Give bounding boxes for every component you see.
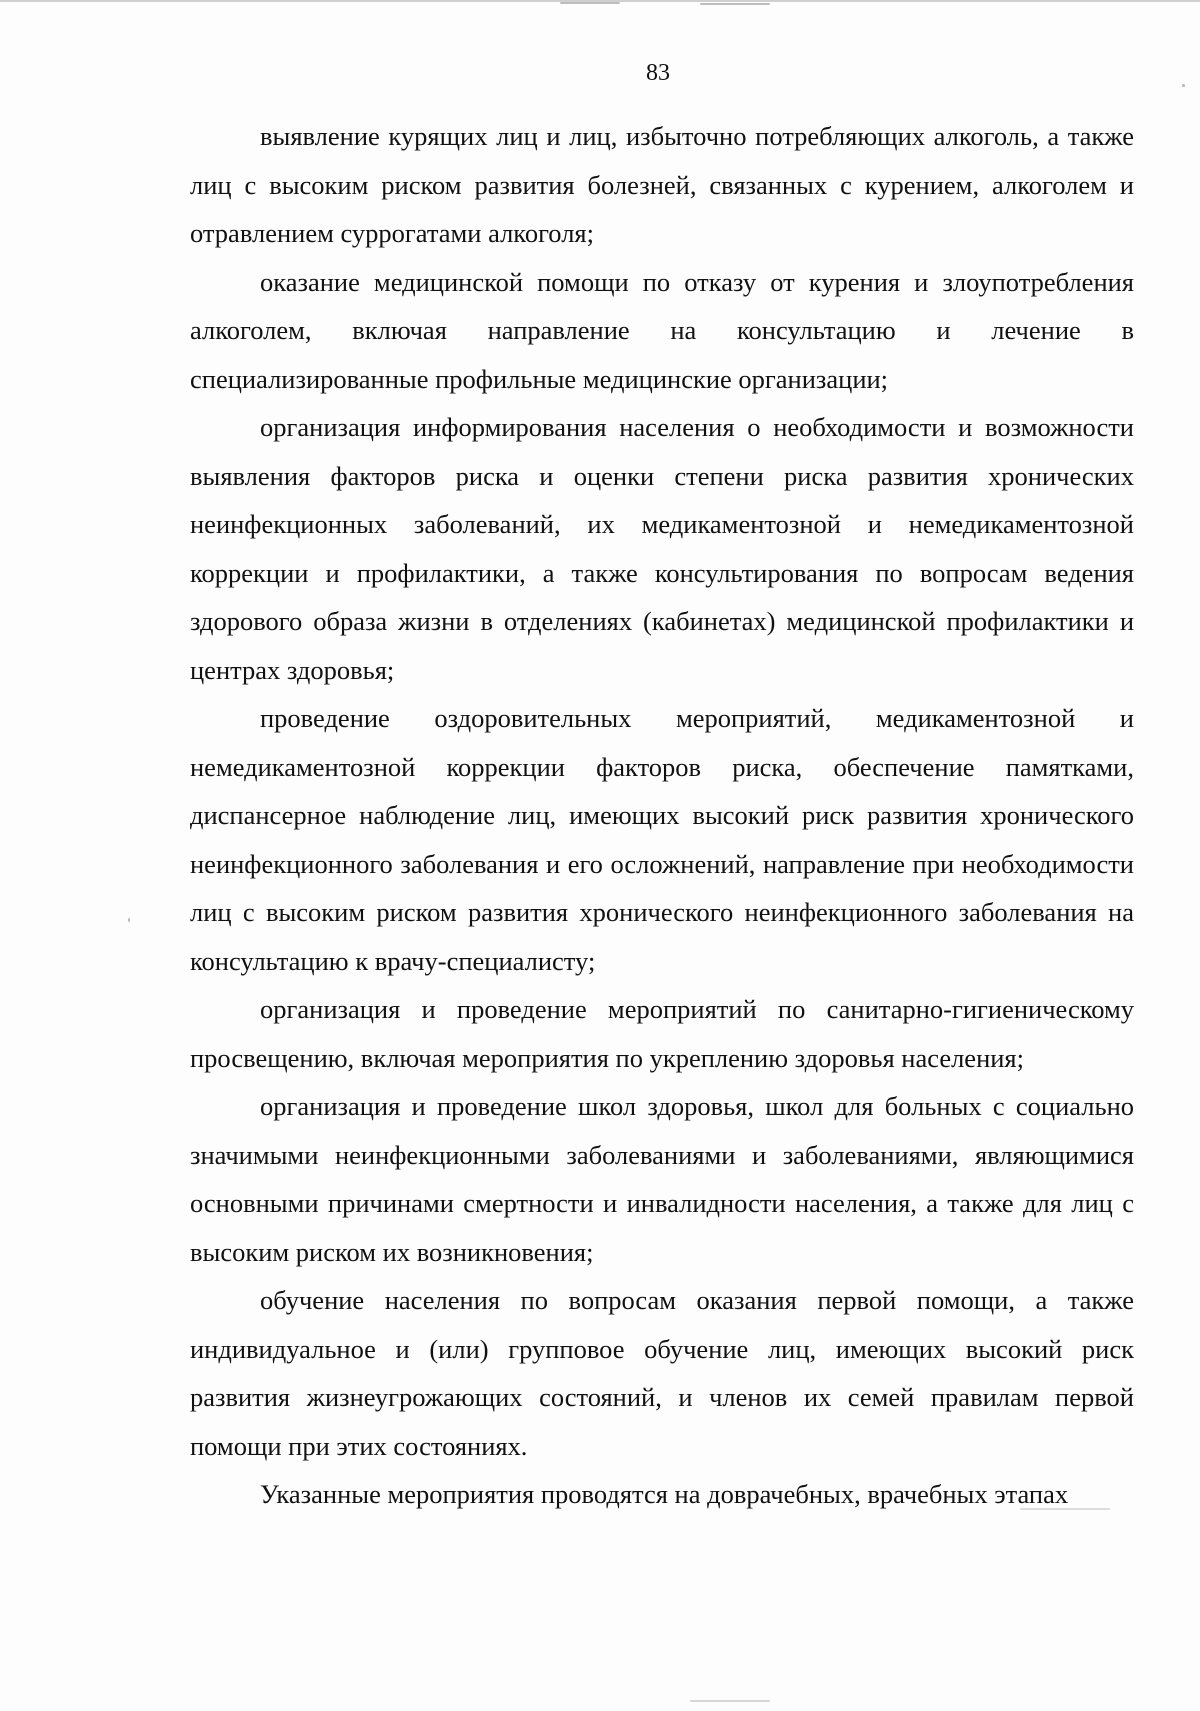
paragraph-medical-help: оказание медицинской помощи по отказу от курения и злоупотребления алкоголем, включая направление на консультацию и лечение в специализированные профильные медицинские организации; bbox=[190, 266, 1134, 394]
scan-speck bbox=[560, 2, 620, 4]
paragraph-informing-population: организация информирования населения о необходимости и возможности выявления факторов риска и оценки степени риска развития хронических неинфекционных заболеваний, их медикаментозной и немедикаментозной коррекции и профилактики, а также консультирования по вопросам ведения здорового образа жизни в отделениях (кабинетах) медицинской профилактики и центрах здоровья; bbox=[190, 412, 1134, 685]
paragraph-smokers-identification: выявление курящих лиц и лиц, избыточно потребляющих алкоголь, а также лиц с высоким риском развития болезней, связанных с курением, алкоголем и отравлением суррогатами алкоголя; bbox=[190, 121, 1134, 248]
paragraph-first-aid-training: обучение населения по вопросам оказания первой помощи, а также индивидуальное и (или) групповое обучение лиц, имеющих высокий риск развития жизнеугрожающих состояний, и членов их семей правилам первой помощи при этих состояниях. bbox=[190, 1285, 1134, 1461]
scan-speck bbox=[690, 1700, 770, 1702]
paragraph-health-measures: проведение оздоровительных мероприятий, медикаментозной и немедикаментозной коррекции факторов риска, обеспечение памятками, диспансерное наблюдение лиц, имеющих высокий риск развития хронического неинфекционного заболевания и его осложнений, направление при необходимости лиц с высоким риском развития хронического неинфекционного заболевания на консультацию к врачу-специалисту; bbox=[190, 703, 1134, 976]
paragraph-health-schools: организация и проведение школ здоровья, школ для больных с социально значимыми неинфекционными заболеваниями и заболеваниями, являющимися основными причинами смертности и инвалидности населения, а также для лиц с высоким риском их возникновения; bbox=[190, 1091, 1134, 1267]
body-text bbox=[190, 112, 1134, 1519]
scan-speck bbox=[700, 3, 770, 5]
paragraph-measures-stages: Указанные мероприятия проводятся на доврачебных, врачебных этапах bbox=[260, 1479, 1069, 1509]
page-number: 83 bbox=[646, 60, 670, 86]
scan-speck bbox=[128, 918, 130, 922]
paragraph-sanitary-education: организация и проведение мероприятий по санитарно-гигиеническому просвещению, включая мероприятия по укреплению здоровья населения; bbox=[190, 994, 1134, 1073]
